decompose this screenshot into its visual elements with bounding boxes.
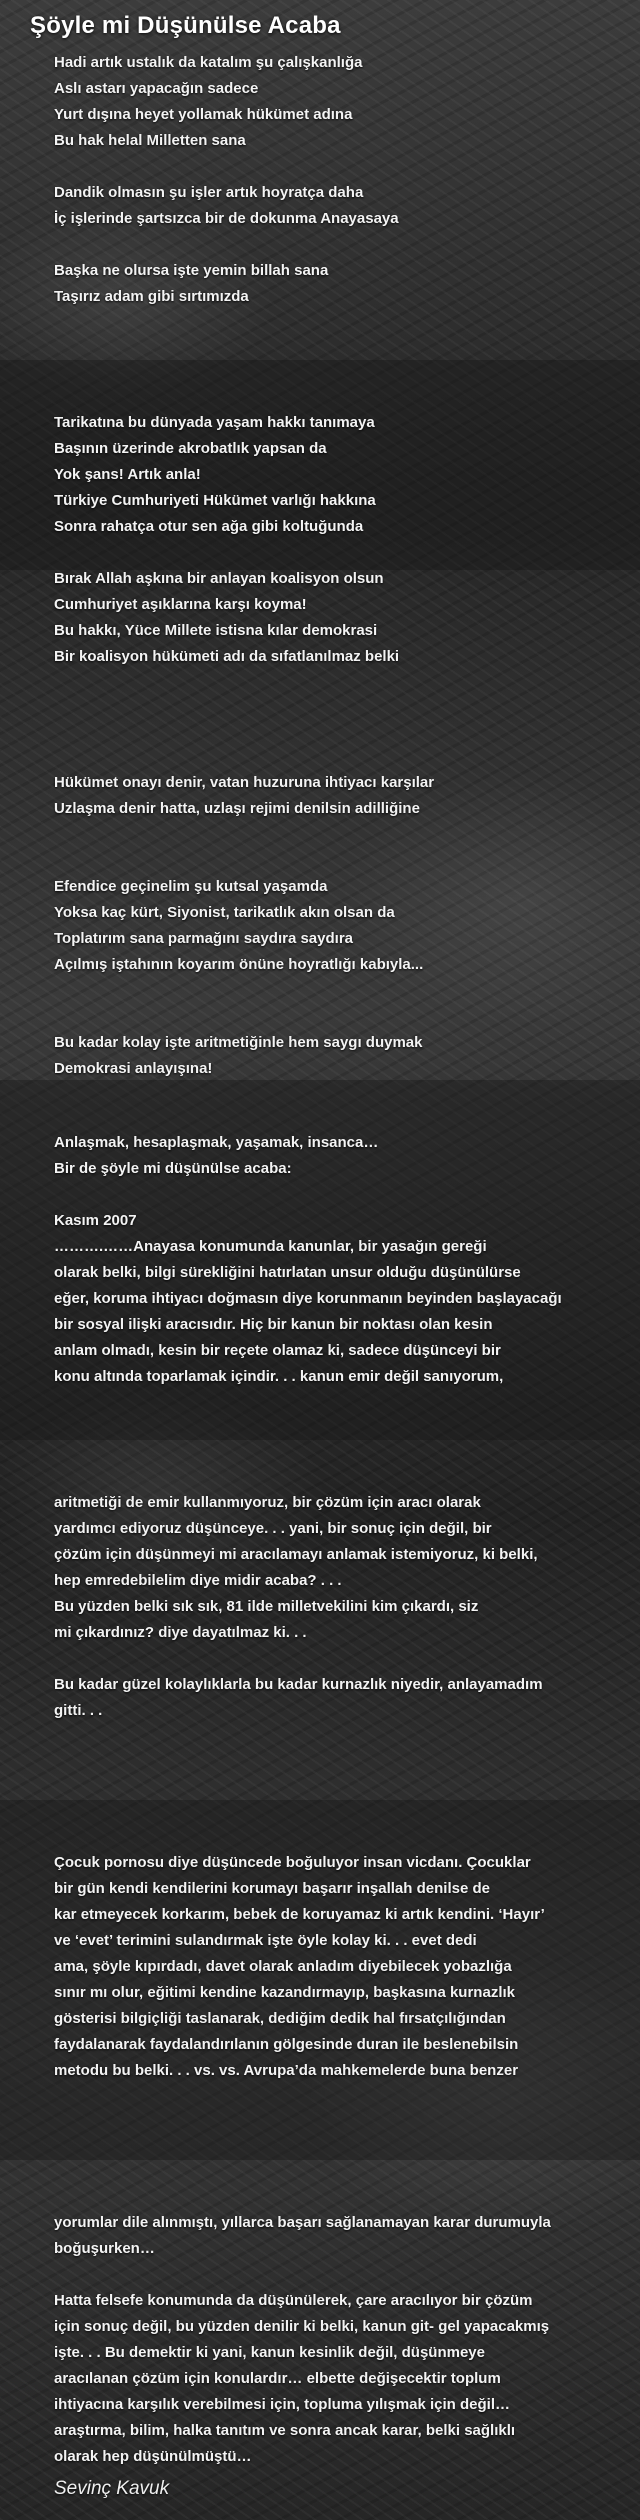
poem-line: gitti. . . bbox=[54, 1702, 103, 1719]
poem-line: Yok şans! Artık anla! bbox=[54, 466, 201, 483]
poem-line: faydalanarak faydalandırılanın gölgesinde duran ile beslenebilsin bbox=[54, 2036, 519, 2053]
poem-line: Kasım 2007 bbox=[54, 1212, 137, 1229]
poem-line: Bu hak helal Milletten sana bbox=[54, 132, 246, 149]
poem-line: anlam olmadı, kesin bir reçete olamaz ki, sadece düşünceyi bir bbox=[54, 1342, 501, 1359]
poem-line: Başka ne olursa işte yemin billah sana bbox=[54, 262, 329, 279]
poem-line: Yurt dışına heyet yollamak hükümet adına bbox=[54, 106, 353, 123]
poem-line: olarak belki, bilgi sürekliğini hatırlatan unsur olduğu düşünülürse bbox=[54, 1264, 521, 1281]
poem-line: çözüm için düşünmeyi mi aracılamayı anlamak istemiyoruz, ki belki, bbox=[54, 1546, 538, 1563]
poem-line: Dandik olmasın şu işler artık hoyratça daha bbox=[54, 184, 364, 201]
poem-line: sınır mı olur, eğitimi kendine kazandırmayıp, başkasına kurnazlık bbox=[54, 1984, 515, 2001]
poem-stanza bbox=[54, 1208, 628, 1390]
poem-line: Açılmış iştahının koyarım önüne hoyratlığı kabıyla... bbox=[54, 956, 424, 973]
poem-line: İç işlerinde şartsızca bir de dokunma Anayasaya bbox=[54, 210, 399, 227]
poem-line: Başının üzerinde akrobatlık yapsan da bbox=[54, 440, 327, 457]
poem-line: gösterisi bilgiçliği taslanarak, dediğim dedik hal fırsatçılığından bbox=[54, 2010, 506, 2027]
poem-line: Toplatırım sana parmağını saydıra saydıra bbox=[54, 930, 354, 947]
poem-line: Efendice geçinelim şu kutsal yaşamda bbox=[54, 878, 328, 895]
poem-line: Türkiye Cumhuriyeti Hükümet varlığı hakkına bbox=[54, 492, 376, 509]
poem-stanza bbox=[54, 258, 628, 310]
poem-section bbox=[0, 1440, 640, 1800]
poem-line: Bu kadar kolay işte aritmetiğinle hem saygı duymak bbox=[54, 1034, 423, 1051]
poem-line: ama, şöyle kıpırdadı, davet olarak anladım diyebilecek yobazlığa bbox=[54, 1958, 512, 1975]
poem-line: Taşırız adam gibi sırtımızda bbox=[54, 288, 249, 305]
poem-section bbox=[0, 720, 640, 1080]
poem-line: mi çıkardınız? diye dayatılmaz ki. . . bbox=[54, 1624, 307, 1641]
poem-line: Bırak Allah aşkına bir anlayan koalisyon olsun bbox=[54, 570, 384, 587]
poem-line: metodu bu belki. . . vs. vs. Avrupa’da mahkemelerde buna benzer bbox=[54, 2062, 519, 2079]
poem-line: Hükümet onayı denir, vatan huzuruna ihtiyacı karşılar bbox=[54, 774, 435, 791]
poem-section bbox=[0, 0, 640, 360]
poem-stanza bbox=[54, 2210, 628, 2262]
poem-line: konu altında toparlamak içindir. . . kanun emir değil sanıyorum, bbox=[54, 1368, 504, 1385]
poem-section bbox=[0, 1080, 640, 1440]
poem-stanza bbox=[54, 1672, 628, 1724]
poem-line: Sonra rahatça otur sen ağa gibi koltuğunda bbox=[54, 518, 364, 535]
poem-line: araştırma, bilim, halka tanıtım ve sonra ancak karar, belki sağlıklı bbox=[54, 2422, 516, 2439]
poem-line: için sonuç değil, bu yüzden denilir ki belki, kanun git- gel yapacakmış bbox=[54, 2318, 550, 2335]
poem-line: bir gün kendi kendilerini korumayı başarır inşallah denilse de bbox=[54, 1880, 490, 1897]
poem-stanza bbox=[54, 2288, 628, 2470]
poem-line: Bir de şöyle mi düşünülse acaba: bbox=[54, 1160, 292, 1177]
poem-line: Bir koalisyon hükümeti adı da sıfatlanılmaz belki bbox=[54, 648, 400, 665]
poem-line: ……….……Anayasa konumunda kanunlar, bir yasağın gereği bbox=[54, 1238, 487, 1255]
poem-line: Çocuk pornosu diye düşüncede boğuluyor insan vicdanı. Çocuklar bbox=[54, 1854, 531, 1871]
poem-stanza bbox=[54, 1490, 628, 1594]
poem-stanza bbox=[54, 1850, 628, 2084]
poem-line: işte. . . Bu demektir ki yani, kanun kesinlik değil, düşünmeye bbox=[54, 2344, 485, 2361]
poem-line: Yoksa kaç kürt, Siyonist, tarikatlık akın olsan da bbox=[54, 904, 395, 921]
poem-line: Anlaşmak, hesaplaşmak, yaşamak, insanca… bbox=[54, 1134, 379, 1151]
poem-line: Hadi artık ustalık da katalım şu çalışkanlığa bbox=[54, 54, 363, 71]
poem-author: Sevinç Kavuk bbox=[54, 2478, 170, 2499]
poem-line: Tarikatına bu dünyada yaşam hakkı tanımaya bbox=[54, 414, 375, 431]
poem-stanza bbox=[54, 1130, 628, 1182]
poem-section bbox=[0, 1800, 640, 2160]
poem-stanza bbox=[54, 180, 628, 232]
poem-stanza bbox=[54, 874, 628, 978]
poem-stanza bbox=[54, 1030, 628, 1082]
poem-title: Şöyle mi Düşünülse Acaba bbox=[30, 12, 341, 39]
poem-stanza bbox=[54, 1594, 628, 1646]
poem-line: Demokrasi anlayışına! bbox=[54, 1060, 213, 1077]
poem-stanza bbox=[54, 566, 628, 670]
poem-line: yardımcı ediyoruz düşünceye. . . yani, bir sonuç için değil, bir bbox=[54, 1520, 492, 1537]
poem-line: Aslı astarı yapacağın sadece bbox=[54, 80, 259, 97]
poem-line: Cumhuriyet aşıklarına karşı koyma! bbox=[54, 596, 307, 613]
poem-line: Uzlaşma denir hatta, uzlaşı rejimi denilsin adilliğine bbox=[54, 800, 420, 817]
poem-line: boğuşurken… bbox=[54, 2240, 155, 2257]
poem-stanza bbox=[54, 50, 628, 154]
poem-line: eğer, koruma ihtiyacı doğmasın diye korunmanın beyinden başlayacağı bbox=[54, 1290, 562, 1307]
poem-line: yorumlar dile alınmıştı, yıllarca başarı sağlanamayan karar durumuyla bbox=[54, 2214, 551, 2231]
poem-line: aracılanan çözüm için konulardır… elbette değişecektir toplum bbox=[54, 2370, 501, 2387]
poem-section bbox=[0, 360, 640, 720]
poem-line: kar etmeyecek korkarım, bebek de koruyamaz ki artık kendini. ‘Hayır’ bbox=[54, 1906, 545, 1923]
poem-line: Hatta felsefe konumunda da düşünülerek, çare aracılıyor bir çözüm bbox=[54, 2292, 533, 2309]
poem-line: bir sosyal ilişki aracısıdır. Hiç bir kanun bir noktası olan kesin bbox=[54, 1316, 493, 1333]
poem-line: ihtiyacına karşılık verebilmesi için, topluma yılışmak için değil… bbox=[54, 2396, 511, 2413]
poem-section bbox=[0, 2160, 640, 2520]
poem-line: Bu kadar güzel kolaylıklarla bu kadar kurnazlık niyedir, anlayamadım bbox=[54, 1676, 543, 1693]
poem-line: Bu yüzden belki sık sık, 81 ilde milletvekilini kim çıkardı, siz bbox=[54, 1598, 479, 1615]
poem-line: olarak hep düşünülmüştü… bbox=[54, 2448, 252, 2465]
poem-line: aritmetiği de emir kullanmıyoruz, bir çözüm için aracı olarak bbox=[54, 1494, 481, 1511]
poem-line: hep emredebilelim diye midir acaba? . . . bbox=[54, 1572, 342, 1589]
poem-line: ve ‘evet’ terimini sulandırmak işte öyle kolay ki. . . evet dedi bbox=[54, 1932, 477, 1949]
poem-line: Bu hakkı, Yüce Millete istisna kılar demokrasi bbox=[54, 622, 378, 639]
poem-stanza bbox=[54, 770, 628, 822]
poem-stanza bbox=[54, 410, 628, 540]
